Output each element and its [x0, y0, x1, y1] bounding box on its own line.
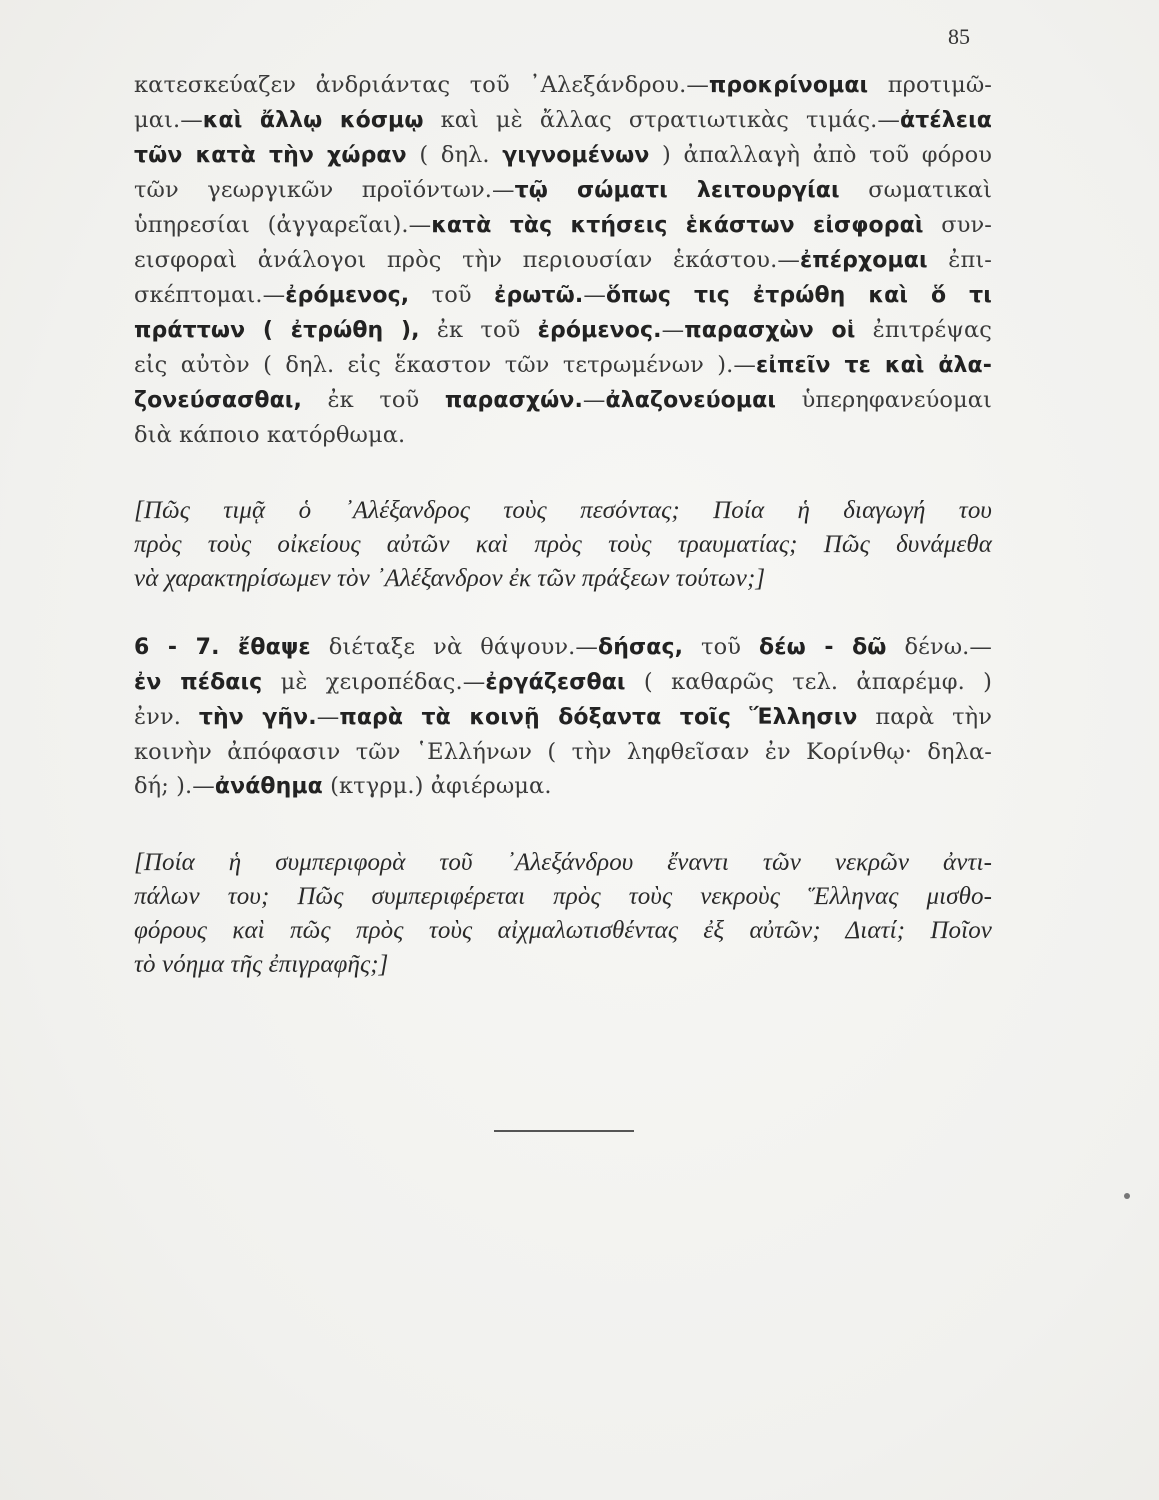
gloss-text: ) ἀπαλλαγὴ ἀπὸ τοῦ φόρου [649, 142, 992, 168]
text-line [134, 630, 992, 665]
gloss-text: εισφοραὶ ἀνάλογοι πρὸς τὴν περιουσίαν ἑκάστου.— [134, 247, 800, 273]
bold-term: ἐν πέδαις [134, 670, 263, 695]
bold-term: δήσας, [598, 635, 684, 660]
gloss-text: μὲ χειροπέδας.— [262, 669, 486, 695]
text-line [134, 173, 992, 208]
bold-term: τὴν γῆν. [198, 705, 317, 730]
bold-term: πράττων ( ἐτρώθη ), [134, 318, 420, 343]
gloss-text: ( δηλ. [406, 142, 503, 168]
gloss-text: ἐπιτρέψας [855, 317, 992, 343]
gloss-text: τοῦ [409, 282, 495, 308]
bold-term: ἀτέλεια [900, 108, 992, 133]
text-line [134, 735, 992, 769]
gloss-text: σκέπτομαι.— [134, 282, 286, 308]
question-line: τὸ νόημα τῆς ἐπιγραφῆς;] [134, 951, 389, 978]
question-line: φόρους καὶ πῶς πρὸς τοὺς αἰχμαλωτισθέντας ἐξ αὐτῶν; Διατί; Ποῖον [134, 917, 992, 944]
question-line: [Πῶς τιμᾷ ὁ ᾿Αλέξανδρος τοὺς πεσόντας; Ποία ἡ διαγωγή του [134, 497, 992, 524]
bold-term: ζονεύσασθαι, [134, 388, 302, 413]
text-line [134, 700, 992, 735]
gloss-text: δένω.— [886, 634, 993, 660]
glossary-paragraph-2 [134, 630, 992, 804]
question-line: [Ποία ἡ συμπεριφορὰ τοῦ ᾿Αλεξάνδρου ἔναντι τῶν νεκρῶν ἀντι- [134, 849, 992, 876]
bold-term: ἐρόμενος. [537, 318, 662, 343]
question-line: πρὸς τοὺς οἰκείους αὐτῶν καὶ πρὸς τοὺς τραυματίας; Πῶς δυνάμεθα [134, 531, 992, 558]
gloss-text: — [582, 387, 606, 413]
gloss-text: προτιμῶ- [868, 72, 992, 98]
question-paragraph-2 [134, 846, 992, 982]
gloss-text: (κτγρμ.) ἀφιέρωμα. [322, 773, 552, 799]
page-number: 85 [948, 24, 970, 49]
gloss-text: ὑπερηφανεύομαι [776, 387, 992, 413]
bold-term: γιγνομένων [502, 143, 650, 168]
question-line: νὰ χαρακτηρίσωμεν τὸν ᾿Αλέξανδρον ἐκ τῶν πράξεων τούτων;] [134, 565, 766, 592]
text-line [134, 68, 992, 103]
gloss-text: — [583, 282, 606, 308]
bold-term: ἐρωτῶ. [494, 283, 584, 308]
gloss-text: τῶν γεωργικῶν προϊόντων.— [134, 177, 515, 203]
gloss-text: — [661, 317, 685, 343]
bold-term: τῷ σώματι λειτουργίαι [514, 178, 840, 203]
text-line [134, 665, 992, 700]
question-line: πάλων του; Πῶς συμπεριφέρεται πρὸς τοὺς νεκροὺς Ἕλληνας μισθο- [134, 883, 992, 910]
gloss-text: ὑπηρεσίαι (ἀγγαρεῖαι).— [134, 212, 432, 238]
gloss-text: κατεσκεύαζεν ἀνδριάντας τοῦ ᾿Αλεξάνδρου.— [134, 72, 709, 98]
gloss-text: ἐκ τοῦ [301, 387, 445, 413]
gloss-text: τοῦ [683, 634, 760, 660]
text-line [134, 138, 992, 173]
question-paragraph-1 [134, 494, 992, 596]
text-line [134, 208, 992, 243]
bold-term: ἐπέρχομαι [799, 248, 928, 273]
gloss-text: σωματικαὶ [839, 177, 992, 203]
gloss-text: διέταξε νὰ θάψουν.— [310, 634, 599, 660]
paper-speck [1124, 1193, 1130, 1199]
bold-term: ὅπως τις ἐτρώθη καὶ ὅ τι [605, 283, 992, 308]
gloss-text: ἐκ τοῦ [419, 317, 538, 343]
bold-term: προκρίνομαι [708, 73, 869, 98]
text-line [134, 418, 992, 452]
text-line [134, 383, 992, 418]
gloss-text: δή; ).— [134, 773, 215, 799]
bold-term: ἀνάθημα [214, 774, 323, 799]
gloss-text: ἐπι- [927, 247, 992, 273]
bold-term: παρασχών. [444, 388, 583, 413]
gloss-text: εἰς αὐτὸν ( δηλ. εἰς ἕκαστον τῶν τετρωμένων ).— [134, 352, 757, 378]
bold-term: παρασχὼν οἱ [684, 318, 856, 343]
gloss-text: καὶ μὲ ἄλλας στρατιωτικὰς τιμάς.— [423, 107, 901, 133]
bold-term: παρὰ τὰ κοινῇ δόξαντα τοῖς Ἕλλησιν [339, 705, 858, 730]
bold-term: τῶν κατὰ τὴν χώραν [134, 143, 407, 168]
bold-term: ἐργάζεσθαι [485, 670, 626, 695]
gloss-text: ἐνν. [134, 704, 199, 730]
bold-term: ἀλαζονεύομαι [605, 388, 777, 413]
gloss-text: ( καθαρῶς τελ. ἀπαρέμφ. ) [625, 669, 992, 695]
bold-term: καὶ ἄλλῳ κόσμῳ [202, 108, 424, 133]
gloss-text: παρὰ τὴν [857, 704, 992, 730]
text-line [134, 278, 992, 313]
text-line [134, 243, 992, 278]
section-divider-rule [494, 1130, 634, 1132]
text-line [134, 103, 992, 138]
text-line [134, 769, 992, 804]
text-line [134, 313, 992, 348]
gloss-text: μαι.— [134, 107, 203, 133]
bold-term: εἰπεῖν τε καὶ ἀλα- [756, 353, 992, 378]
bold-term: δέω - δῶ [759, 635, 887, 660]
bold-term: ἐρόμενος, [285, 283, 410, 308]
gloss-text: κοινὴν ἀπόφασιν τῶν ῾Ελλήνων ( τὴν ληφθεῖσαν ἐν Κορίνθῳ· δηλα- [134, 739, 992, 765]
gloss-text: — [316, 704, 340, 730]
gloss-text: συν- [923, 212, 992, 238]
text-line [134, 348, 992, 383]
glossary-paragraph-1 [134, 68, 992, 452]
bold-term: 6 - 7. ἔθαψε [134, 635, 311, 660]
gloss-text: διὰ κάποιο κατόρθωμα. [134, 422, 406, 448]
bold-term: κατὰ τὰς κτήσεις ἑκάστων εἰσφοραὶ [431, 213, 924, 238]
